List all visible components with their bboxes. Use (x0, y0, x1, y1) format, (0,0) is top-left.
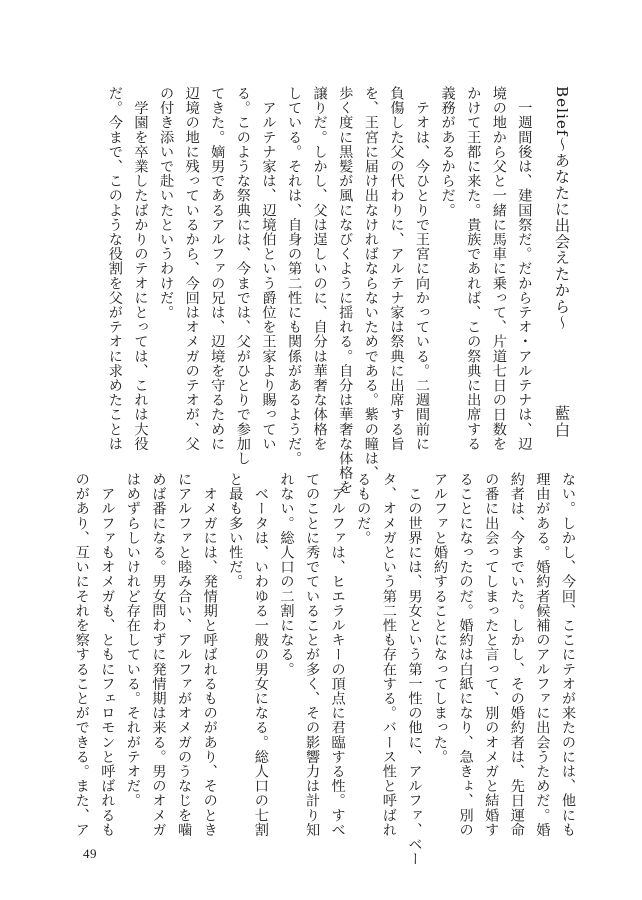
text-line: てきた。嫡男であるアルファの兄は、辺境を守るために (209, 86, 226, 451)
text-line: を、王宮に届け出なければならないためである。紫の瞳は、 (362, 86, 379, 481)
text-line: 境の地から父と一緒に馬車に乗って、片道七日の日数を (490, 86, 507, 451)
story-title: Belief～あなたに出会えたから～ (553, 86, 571, 331)
upper-text-block (101, 86, 580, 495)
text-line: れない。総人口の二割になる。 (278, 472, 295, 677)
text-line: 一週間後は、建国祭だ。だからテオ・アルテナは、辺 (516, 86, 533, 451)
text-line: アルファもオメガも、ともにフェロモンと呼ばれるも (99, 472, 116, 837)
text-line: 理由がある。婚約者候補のアルファに出会うためだ。婚 (534, 472, 551, 837)
text-line: と最も多い性だ。 (227, 472, 244, 589)
text-line: てのことに秀でていることが多く、その影響力は計り知 (304, 472, 321, 837)
text-line: かけて王都に来た。貴族であれば、この祭典に出席する (465, 86, 482, 451)
text-line: 義務があるからだ。 (439, 86, 456, 218)
text-line: アルファと婚約することになってしまった。 (432, 472, 449, 764)
text-line: だ。今まで、このような役割を父がテオに求めたことは (106, 86, 123, 451)
text-line: めば番になる。男女問わずに発情期は来る。男のオメガ (150, 472, 167, 837)
text-line: テオは、今ひとりで王宮に向かっている。二週間前に (414, 86, 431, 451)
text-line: タ、オメガという第二性も存在する。バース性と呼ばれ (380, 472, 397, 837)
page-number: 49 (83, 846, 97, 861)
text-line: はめずらしいけれど存在している。それがテオだ。 (124, 472, 141, 808)
text-line: 約者は、今までいた。しかし、その婚約者は、先日運命 (508, 472, 525, 837)
text-line: ることになったのだ。婚約は白紙になり、急きょ、別の (457, 472, 474, 837)
text-line: 譲りだ。しかし、父は逞しいのに、自分は華奢な体格を (311, 86, 328, 451)
text-line: るものだ。 (355, 472, 372, 545)
heading-line (548, 86, 574, 440)
text-line: 負傷した父の代わりに、アルテナ家は祭典に出席する旨 (388, 86, 405, 451)
text-line: ベータは、いわゆる一般の男女になる。総人口の七割 (252, 472, 269, 837)
text-line: の付き添いで赴いたというわけだ。 (158, 86, 175, 320)
text-line: している。それは、自身の第二性にも関係があるようだ。 (286, 86, 303, 466)
author-name: 藍白 (553, 404, 571, 440)
text-line: 辺境の地に残っているから、今回はオメガのテオが、父 (183, 86, 200, 451)
text-line: のがあり、互いにそれを察することができる。また、ア (73, 472, 90, 837)
text-line: 学園を卒業したばかりのテオにとっては、これは大役 (132, 86, 149, 451)
text-line: この世界には、男女という第一性の他に、アルファ、ベー (406, 472, 423, 867)
text-line: る。このような祭典には、今までは、父がひとりで参加し (234, 86, 251, 466)
text-line: オメガには、発情期と呼ばれるものがあり、そのとき (201, 472, 218, 837)
text-line: アルテナ家は、辺境伯という爵位を王家より賜ってい (260, 86, 277, 451)
text-line: の番に出会ってしまったと言って、別のオメガと結婚す (483, 472, 500, 837)
text-line: にアルファと睦み合い、アルファがオメガのうなじを噛 (176, 472, 193, 837)
text-line: ない。しかし、今回、ここにテオが来たのには、他にも (560, 472, 576, 837)
text-line: アルファは、ヒエラルキーの頂点に君臨する性。すべ (329, 472, 346, 837)
text-line: 歩く度に黒髪が風になびくように揺れる。自分は華奢な体格を (337, 86, 354, 495)
